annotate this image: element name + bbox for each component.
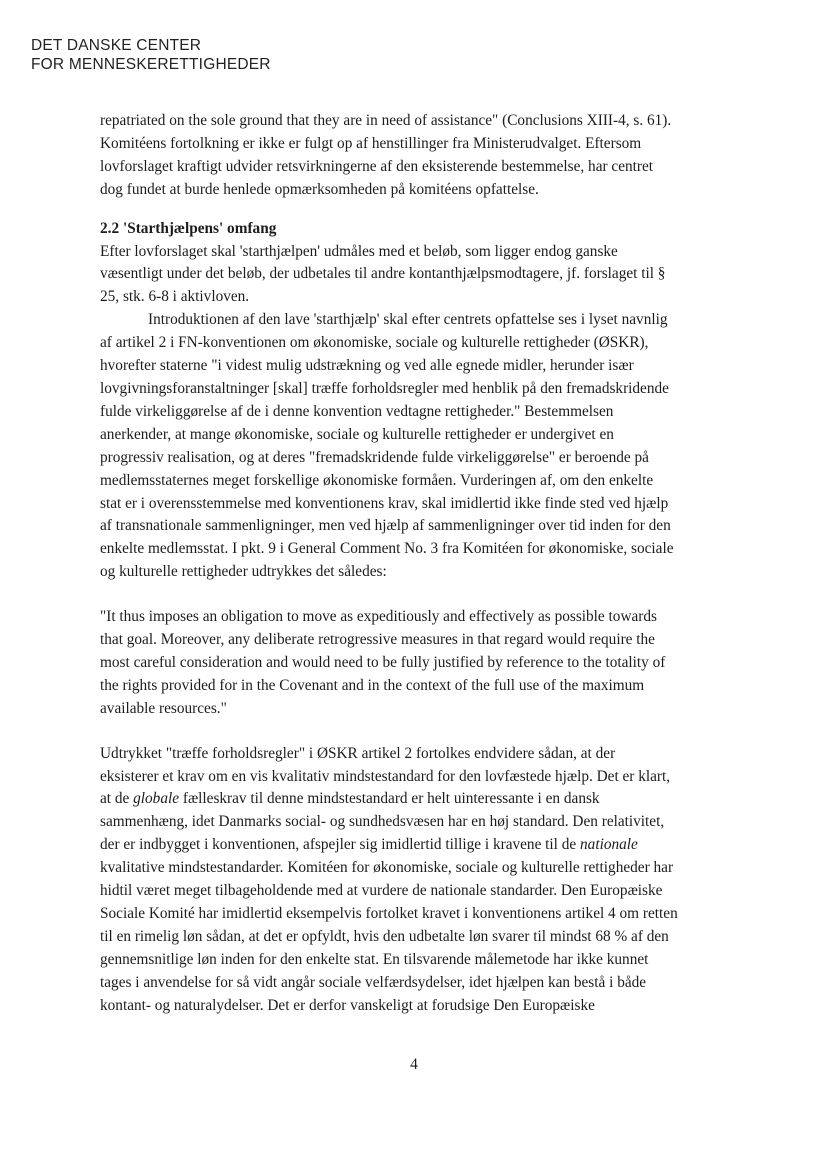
section-heading: 2.2 'Starthjælpens' omfang — [100, 219, 277, 237]
quote-line: available resources." — [100, 699, 227, 717]
text-line: af transnationale sammenligninger, men ved hjælp af sammenligninger over tid inden for den — [100, 517, 671, 535]
quote-line: "It thus imposes an obligation to move as expeditiously and effectively as possible towards — [100, 608, 657, 626]
text-line: Sociale Komité har imidlertid eksempelvis fortolket kravet i konventionens artikel 4 om retten — [100, 905, 678, 922]
text-line: lovforslaget kraftigt udvider retsvirkningerne af den eksisterende bestemmelse, har centret — [100, 157, 654, 175]
text-line: stat er i overensstemmelse med konventionens krav, skal imidlertid ikke finde sted ved hjælp — [100, 494, 669, 512]
paragraph-1 — [100, 110, 726, 202]
paragraph-2 — [100, 241, 726, 310]
text-line: repatriated on the sole ground that they are in need of assistance" (Conclusions XIII-4, s. 61). — [100, 112, 672, 129]
text-line: progressiv realisation, og at deres "fremadskridende fulde virkeliggørelse" er beroende på — [100, 448, 649, 466]
text-line: og kulturelle rettigheder udtrykkes det således: — [100, 563, 387, 581]
text-line — [100, 788, 726, 811]
organization-header — [31, 36, 271, 74]
document-body — [100, 110, 726, 1018]
emphasis-nationale: nationale — [580, 836, 638, 854]
text-fragment: fælleskrav til denne mindstestandard er helt uinteressante i en dansk — [179, 790, 600, 808]
text-line: Komitéens fortolkning er ikke er fulgt op af henstillinger fra Ministerudvalget. Eftersom — [100, 134, 642, 152]
text-line: enkelte medlemsstat. I pkt. 9 i General Comment No. 3 fra Komitéen for økonomiske, sociale — [100, 540, 674, 558]
text-line: sammenhæng, idet Danmarks social- og sundhedsvæsen har en høj standard. Den relativitet, — [100, 813, 665, 831]
block-quote — [100, 606, 726, 721]
quote-line: most careful consideration and would need to be fully justified by reference to the totality of — [100, 653, 666, 671]
emphasis-globale: globale — [133, 790, 180, 808]
text-line: hidtil været meget tilbageholdende med at vurdere de nationale standarder. Den Europæiske — [100, 882, 663, 900]
text-fragment: der er indbygget i konventionen, afspejler sig imidlertid tillige i kravene til de — [100, 836, 581, 854]
page-number: 4 — [410, 1056, 418, 1073]
text-line: Introduktionen af den lave 'starthjælp' skal efter centrets opfattelse ses i lyset navnlig — [148, 311, 668, 329]
text-line: af artikel 2 i FN-konventionen om økonomiske, sociale og kulturelle rettigheder (ØSKR), — [100, 334, 649, 352]
text-line: lovgivningsforanstaltninger [skal] træffe forholdsregler med henblik på den fremadskridende — [100, 379, 669, 397]
quote-line: the rights provided for in the Covenant and in the context of the full use of the maximum — [100, 676, 645, 694]
paragraph-4 — [100, 743, 726, 1018]
text-line: 25, stk. 6-8 i aktivloven. — [100, 288, 250, 306]
paragraph-3 — [100, 309, 726, 584]
header-line-1: DET DANSKE CENTER — [31, 37, 202, 54]
text-line: medlemsstaternes meget forskellige økonomiske formåen. Vurderingen af, om den enkelte — [100, 471, 654, 489]
text-line: tages i anvendelse for så vidt angår sociale velfærdsydelser, idet hjælpen kan bestå i både — [100, 973, 647, 991]
text-line: fulde virkeliggørelse af de i denne konvention vedtagne rettigheder." Bestemmelsen — [100, 402, 614, 420]
text-line: dog fundet at burde henlede opmærksomheden på komitéens opfattelse. — [100, 180, 539, 198]
text-line: gennemsnitlige løn inden for den enkelte stat. En tilsvarende målemetode har ikke kunnet — [100, 950, 649, 968]
text-line: anerkender, at mange økonomiske, sociale og kulturelle rettigheder er undergivet en — [100, 425, 614, 443]
text-line — [100, 834, 726, 857]
text-line: kontant- og naturalydelser. Det er derfor vanskeligt at forudsige Den Europæiske — [100, 996, 595, 1014]
text-line: væsentligt under det beløb, der udbetales til andre kontanthjælpsmodtagere, jf. forslaget til § — [100, 265, 666, 283]
text-line: hvorefter staterne "i videst mulig udstrækning og ved alle egnede midler, herunder især — [100, 357, 634, 375]
text-line: Efter lovforslaget skal 'starthjælpen' udmåles med et beløb, som ligger endog ganske — [100, 242, 618, 260]
quote-line: that goal. Moreover, any deliberate retrogressive measures in that regard would require the — [100, 631, 655, 649]
text-line: kvalitative mindstestandarder. Komitéen for økonomiske, sociale og kulturelle rettigheder har — [100, 859, 674, 877]
header-line-2: FOR MENNESKERETTIGHEDER — [31, 56, 271, 73]
text-fragment: at de — [100, 790, 134, 808]
text-line: Udtrykket "træffe forholdsregler" i ØSKR artikel 2 fortolkes endvidere sådan, at der — [100, 744, 616, 762]
text-line: eksisterer et krav om en vis kvalitativ mindstestandard for den lovfæstede hjælp. Det er klart, — [100, 767, 671, 785]
text-line: til en rimelig løn sådan, at det er opfyldt, hvis den udbetalte løn svarer til mindst 68 % af den — [100, 927, 669, 945]
